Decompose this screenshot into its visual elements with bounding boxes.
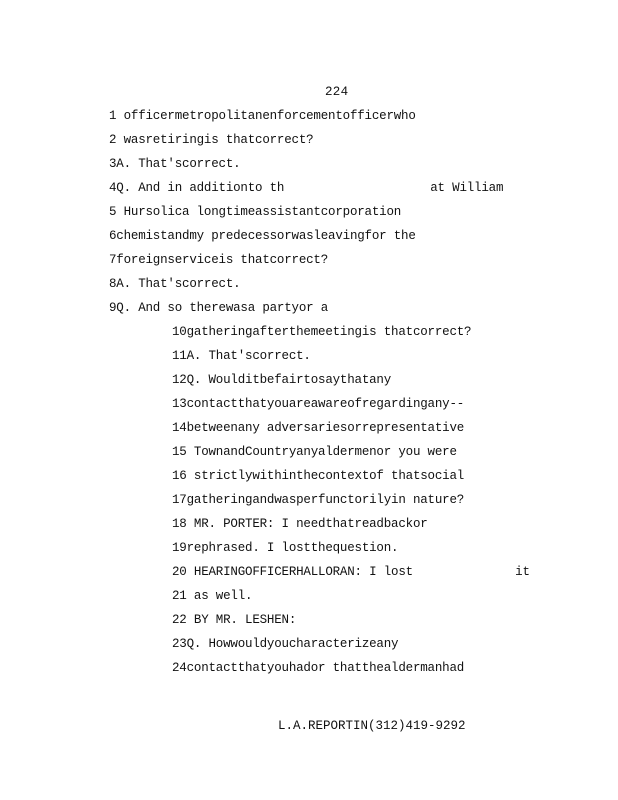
transcript-line-14: 14betweenany adversariesorrepresentative [172,421,465,435]
transcript-line-7: 7foreignserviceis thatcorrect? [109,253,329,267]
transcript-line-21: 21 as well. [172,589,253,603]
transcript-line-17: 17gatheringandwasperfunctorilyin nature? [172,493,465,507]
transcript-line-11: 11A. That'scorrect. [172,349,311,363]
transcript-line-22: 22 BY MR. LESHEN: [172,613,297,627]
transcript-line-15: 15 TownandCountryanyaldermenor you were [172,445,457,459]
transcript-line-24: 24contactthatyouhador thatthealdermanhad [172,661,465,675]
page-number: 224 [325,85,349,99]
transcript-line-9: 9Q. And so therewasa partyor a [109,301,329,315]
transcript-line-3: 3A. That'scorrect. [109,157,241,171]
transcript-line-16: 16 strictlywithinthecontextof thatsocial [172,469,465,483]
transcript-line-20: 20 HEARINGOFFICERHALLORAN: I lost it [172,565,530,579]
transcript-line-5: 5 Hursolica longtimeassistantcorporation [109,205,402,219]
transcript-line-13: 13contactthatyouareawareofregardingany-- [172,397,465,411]
transcript-line-18: 18 MR. PORTER: I needthatreadbackor [172,517,428,531]
transcript-line-4: 4Q. And in additionto th at William [109,181,504,195]
transcript-line-12: 12Q. Woulditbefairtosaythatany [172,373,392,387]
transcript-line-10: 10gatheringafterthemeetingis thatcorrect? [172,325,472,339]
transcript-line-8: 8A. That'scorrect. [109,277,241,291]
transcript-line-6: 6chemistandmy predecessorwasleavingfor the [109,229,416,243]
transcript-line-1: 1 officermetropolitanenforcementofficerwho [109,109,416,123]
transcript-line-2: 2 wasretiringis thatcorrect? [109,133,314,147]
transcript-line-23: 23Q. Howwouldyoucharacterizeany [172,637,399,651]
transcript-line-19: 19rephrased. I lostthequestion. [172,541,399,555]
reporter-footer: L.A.REPORTIN(312)419-9292 [278,719,466,733]
